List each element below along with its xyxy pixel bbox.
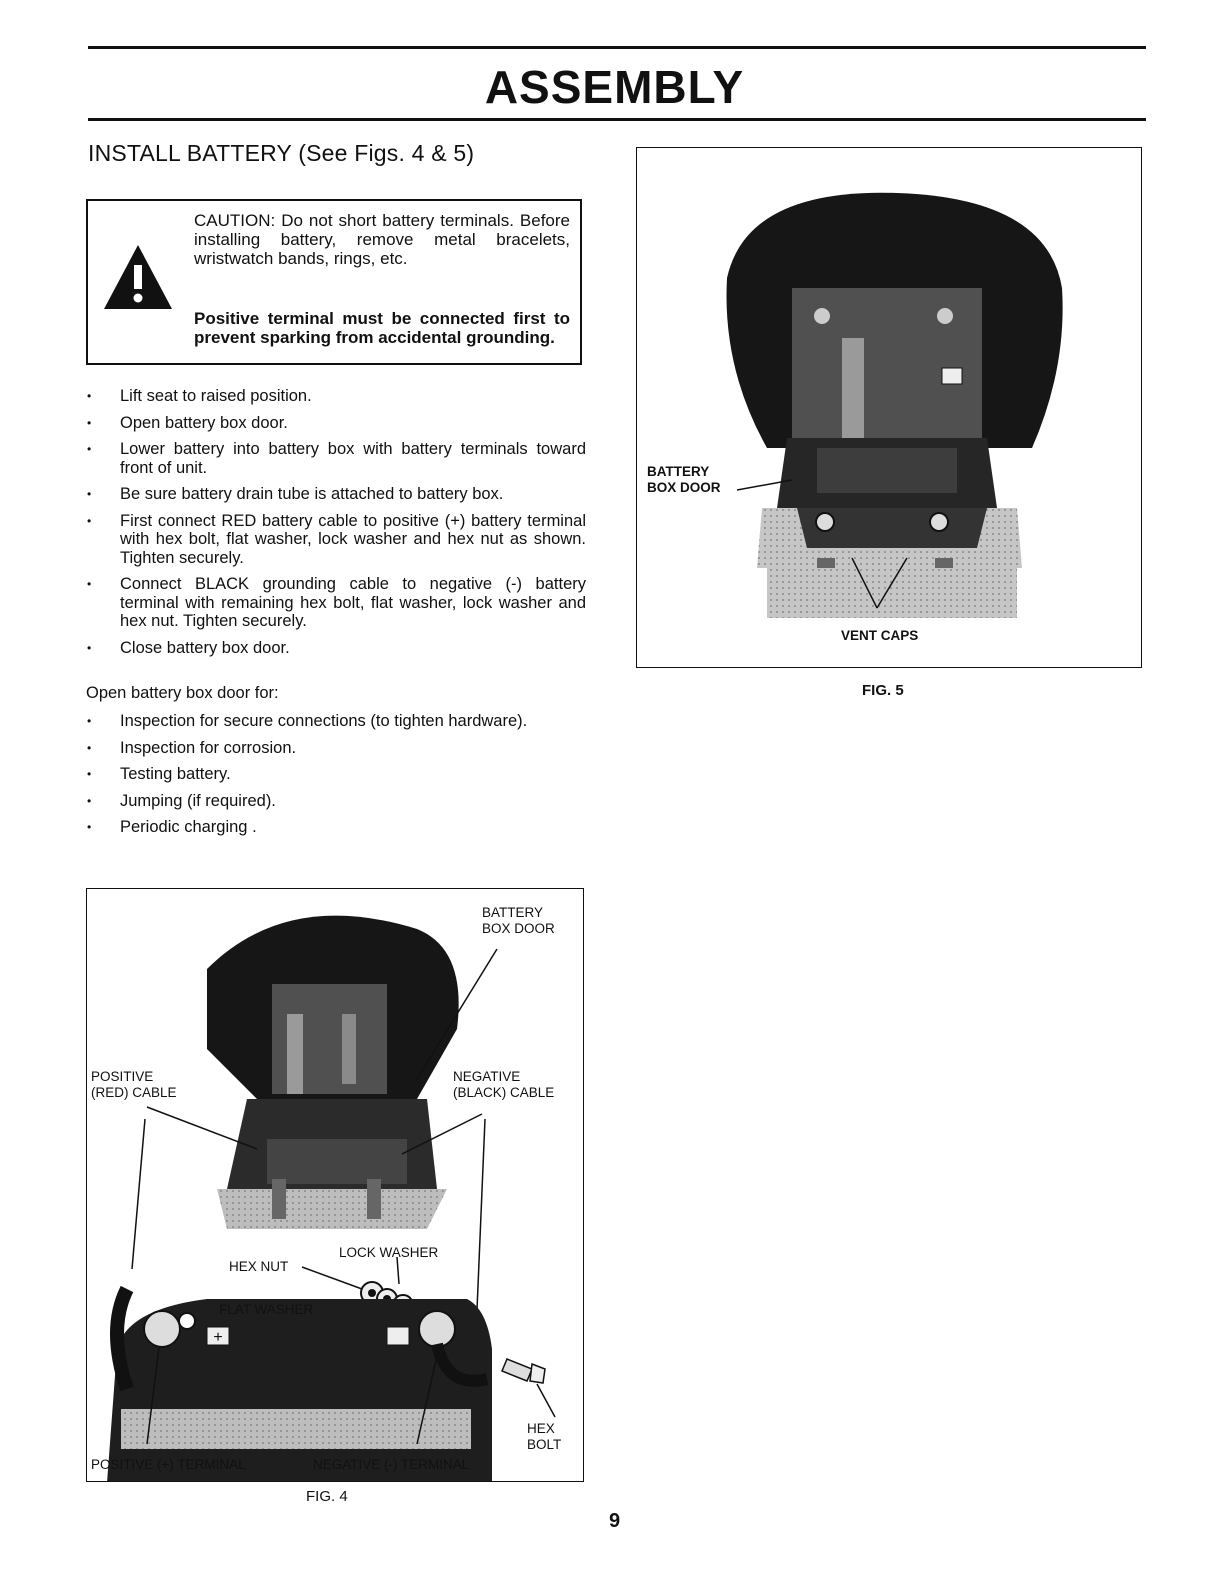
- list-item: • Close battery box door.: [86, 639, 586, 658]
- label-positive-terminal: POSITIVE (+) TERMINAL: [91, 1457, 246, 1472]
- top-rule: [88, 46, 1146, 49]
- section-heading: INSTALL BATTERY (See Figs. 4 & 5): [88, 140, 475, 166]
- title-underline-rule: [88, 118, 1146, 121]
- list-item: • Open battery box door.: [86, 414, 586, 433]
- open-door-reasons-list: [86, 712, 586, 845]
- figure-4: [86, 888, 584, 1482]
- caution-text: CAUTION: Do not short battery terminals. Before installing battery, remove metal bracelets, wristwatch bands, rings, etc.: [194, 211, 570, 268]
- label-vent-caps: VENT CAPS: [841, 628, 919, 643]
- battery-installation-illustration: [87, 889, 584, 1482]
- figure-5: [636, 147, 1142, 668]
- caution-box: [86, 199, 582, 365]
- label-hex-nut: HEX NUT: [229, 1259, 289, 1274]
- page-number: 9: [608, 1510, 621, 1532]
- fig5-caption: FIG. 5: [862, 682, 904, 699]
- fig4-caption: FIG. 4: [306, 1488, 348, 1505]
- label-battery-box-door: BATTERY BOX DOOR: [647, 464, 721, 495]
- open-door-intro: Open battery box door for:: [86, 684, 279, 702]
- label-negative-terminal: NEGATIVE (-) TERMINAL: [313, 1457, 470, 1472]
- svg-text:+: +: [213, 1329, 223, 1346]
- label-flat-washer: FLAT WASHER: [219, 1302, 314, 1317]
- label-battery-box-door: BATTERY BOX DOOR: [482, 905, 555, 936]
- list-item: • Periodic charging .: [86, 818, 586, 837]
- installation-steps-list: [86, 387, 586, 665]
- battery-box-illustration: [637, 148, 1142, 668]
- caution-positive-first-text: Positive terminal must be connected first to prevent sparking from accidental grounding.: [194, 309, 570, 347]
- label-lock-washer: LOCK WASHER: [339, 1245, 439, 1260]
- list-item: • Testing battery.: [86, 765, 586, 784]
- label-hex-bolt: HEX BOLT: [527, 1421, 562, 1452]
- list-item: • Inspection for secure connections (to tighten hardware).: [86, 712, 586, 731]
- list-item: • Jumping (if required).: [86, 792, 586, 811]
- list-item: • Lower battery into battery box with battery terminals toward front of unit.: [86, 440, 586, 477]
- list-item: • Inspection for corrosion.: [86, 739, 586, 758]
- list-item: • Lift seat to raised position.: [86, 387, 586, 406]
- list-item: • Be sure battery drain tube is attached to battery box.: [86, 485, 586, 504]
- list-item: • First connect RED battery cable to positive (+) battery terminal with hex bolt, flat washer, lock washer and hex nut as shown. Tighten securely.: [86, 512, 586, 568]
- list-item: • Connect BLACK grounding cable to negative (-) battery terminal with remaining hex bolt, flat washer, lock washer and hex nut. Tighten securely.: [86, 575, 586, 631]
- warning-triangle-icon: [102, 241, 174, 313]
- label-positive-red-cable: POSITIVE (RED) CABLE: [91, 1069, 177, 1100]
- label-negative-black-cable: NEGATIVE (BLACK) CABLE: [453, 1069, 555, 1100]
- page-title: ASSEMBLY: [484, 61, 745, 113]
